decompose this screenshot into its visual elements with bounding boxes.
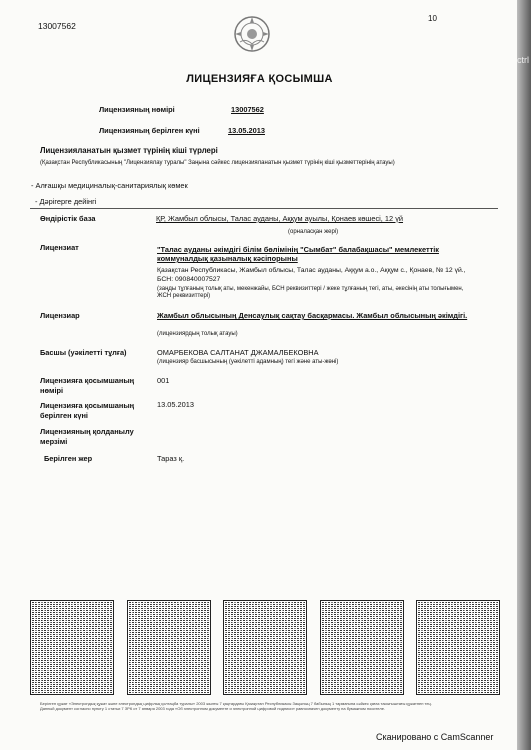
issue-date-label: Лицензияның берілген күні [99,126,200,135]
annex-date-value: 13.05.2013 [157,400,194,409]
document-number-top: 13007562 [38,21,76,31]
licensee-address: Қазақстан Республикасы, Жамбыл облысы, Талас ауданы, Аққум а.о., Аққум с., Қонаев, № 12 үй., БСН: 090840007527 [157,267,466,283]
annex-number-label-1: Лицензияға қосымшаның [40,376,135,385]
head-label: Басшы (уәкілетті тұлға) [40,348,127,357]
divider [30,208,498,209]
validity-label-2: мерзімі [40,437,68,446]
licensee-name: "Талас ауданы әкімдігі білім бөлімінің "Сымбат" балабақшасы" мемлекеттік коммуналдық қазыналық кәсіпорыны [157,245,439,263]
activity-heading: Лицензияланатын қызмет түрінің кіші түрлері [40,146,218,155]
licensee-label: Лицензиат [40,243,79,252]
document-title: ЛИЦЕНЗИЯҒА ҚОСЫМША [186,73,333,85]
license-number-label: Лицензияның нөмірі [99,105,175,114]
head-value: ОМАРБЕКОВА САЛТАНАТ ДЖАМАЛБЕКОВНА [157,348,319,357]
licensee-note: (заңды тұлғаның толық аты, мекенжайы, БСН реквизиттері / жеке тұлғаның тегі, аты, әкесінің аты толығымен, ЖСН реквизиттері) [157,286,464,299]
edge-text: ctrl [517,55,529,65]
licensor-note: (лицензиярдың толық атауы) [157,331,238,337]
barcode-2 [127,600,211,695]
annex-date-label-2: берілген күні [40,411,88,420]
barcode-5 [416,600,500,695]
footer-legal-note [40,701,480,711]
corner-mark: 10 [428,14,437,23]
footer-line-2: Данный документ согласно пункту 1 статьи 7 ЗРК от 7 января 2003 года «Об электронном документе и электронной цифровой подписи» равнозначен документу на бумажном носителе. [40,706,386,711]
validity-label-1: Лицензияның қолданылу [40,427,134,436]
state-emblem-icon [232,14,272,54]
activity-note: (Қазақстан Республикасының "Лицензиялау туралы" Заңына сәйкес лицензияланатын қызмет түрінің кіші қызметтерінің атауы) [40,160,395,166]
footer-line-1: Берілген құжат «Электрондық құжат және электрондық цифрлық қолтаңба туралы» 2003 жылғы 7 қаңтардағы Қазақстан Республикасы Заңының 7 бабының 1 тармағына сәйкес қағаз тасығыштағы құжатпен тең. [40,701,432,706]
scan-edge [517,0,531,750]
licensor-value: Жамбыл облысының Денсаулық сақтау басқармасы. Жамбыл облысының әкімдігі. [157,311,468,320]
activity-item-1: - Алғашқы медициналық-санитариялық көмек [31,181,188,190]
barcode-row [30,600,500,693]
activity-item-2: - Дәрігерге дейінгі [35,197,97,206]
camscanner-watermark: Сканировано с CamScanner [376,732,494,742]
production-base-value: ҚР, Жамбыл облысы, Талас ауданы, Аққум ауылы, Қонаев көшесі, 12 үй [156,214,404,223]
place-value: Тараз қ. [157,454,185,463]
production-base-label: Өндірістік база [40,214,96,223]
head-note: (лицензияр басшысының (уәкілетті адамның) тегі және аты-жөні) [157,359,339,365]
production-base-note: (орналасқан жері) [288,229,339,235]
annex-number-value: 001 [157,376,170,385]
annex-date-label-1: Лицензияға қосымшаның [40,401,135,410]
annex-number-label-2: нөмірі [40,386,64,395]
licensor-label: Лицензиар [40,311,80,320]
barcode-4 [320,600,404,695]
barcode-1 [30,600,114,695]
issue-date-value: 13.05.2013 [228,126,265,135]
barcode-3 [223,600,307,695]
place-label: Берілген жер [44,454,93,463]
license-number-value: 13007562 [231,105,264,114]
